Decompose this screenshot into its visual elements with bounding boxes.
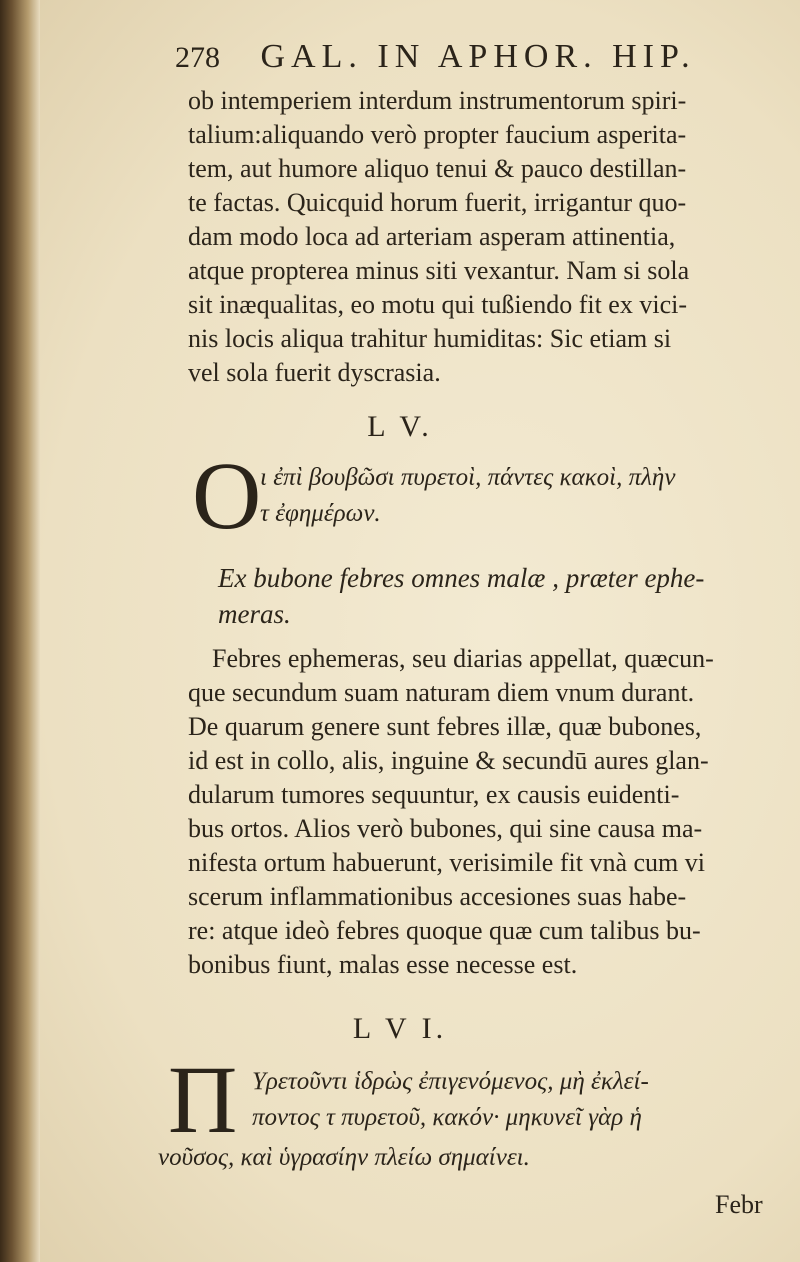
text-line: talium:aliquando verò propter faucium asperita- [188,120,687,149]
text-line: re: atque ideò febres quoque quæ cum talibus bu- [188,916,701,945]
drop-cap: O [192,442,262,549]
text-line: vel sola fuerit dyscrasia. [188,358,441,387]
running-title: GAL. IN APHOR. HIP. [260,38,696,75]
text-line: ob intemperiem interdum instrumentorum spiri- [188,86,687,115]
paragraph-continuation [188,84,778,390]
text-line: τ ἐφημέρων. [260,500,381,527]
text-line: nis locis aliqua trahitur humiditas: Sic etiam si [188,324,672,353]
catchword: Febr [715,1190,763,1219]
text-line: ι ἐπὶ βουβῶσι πυρετοὶ, πάντες κακοὶ, πλὴν [260,464,676,491]
text-line: atque propterea minus siti vexantur. Nam si sola [188,256,690,285]
text-line: bus ortos. Alios verò bubones, qui sine causa ma- [188,814,703,843]
text-line: id est in collo, alis, inguine & secundū aures glan- [188,746,709,775]
text-line: Υρετοῦντι ἱδρὼς ἐπιγενόμενος, μὴ ἐκλεί- [252,1068,649,1095]
text-line: nifesta ortum habuerunt, verisimile fit vnà cum vi [188,848,705,877]
greek-aphorism [260,460,780,532]
text-line: meras. [218,599,291,629]
text-line: Ex bubone febres omnes malæ , præter ephe- [218,563,705,593]
text-line: scerum inflammationibus accesiones suas habe- [188,882,687,911]
text-line: dularum tumores sequuntur, ex causis euidenti- [188,780,680,809]
commentary [188,642,778,982]
text-line: sit inæqualitas, eo motu qui tußiendo fit ex vici- [188,290,687,319]
text-line: dam modo loca ad arteriam asperam attinentia, [188,222,676,251]
text-line: Febres ephemeras, seu diarias appellat, quæcun- [212,644,714,673]
text-line: De quarum genere sunt febres illæ, quæ bubones, [188,712,702,741]
latin-translation [218,560,778,632]
section-number: L V. [367,410,433,443]
text-line: ποντος τ πυρετοῦ, κακόν· μηκυνεῖ γὰρ ἡ [252,1104,642,1131]
page-header [175,38,735,76]
greek-aphorism [252,1064,782,1136]
drop-cap: Π [168,1046,238,1153]
text-line: que secundum suam naturam diem vnum durant. [188,678,695,707]
text-line: te factas. Quicquid horum fuerit, irrigantur quo- [188,188,687,217]
text-line: tem, aut humore aliquo tenui & pauco destillan- [188,154,687,183]
text-line: bonibus fiunt, malas esse necesse est. [188,950,578,979]
greek-aphorism-continued [158,1140,778,1176]
page-number: 278 [175,41,220,74]
section-number: L V I. [352,1012,448,1045]
text-line: νοῦσος, καὶ ὑγρασίην πλείω σημαίνει. [158,1144,530,1171]
book-gutter [0,0,40,1262]
